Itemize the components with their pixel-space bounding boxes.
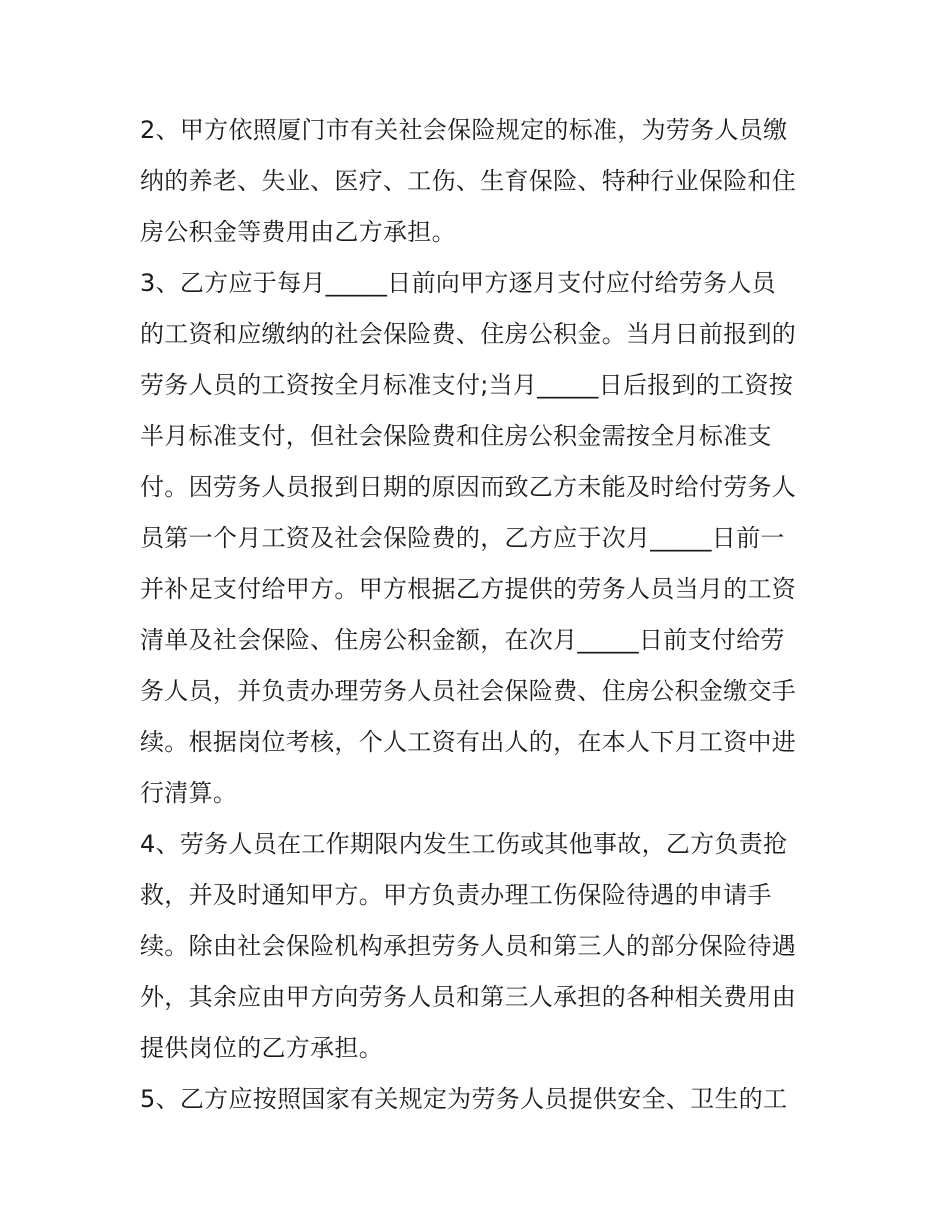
text-line: 半月标准支付，但社会保险费和住房公积金需按全月标准支 [140,422,772,450]
text-line: 4、劳务人员在工作期限内发生工伤或其他事故，乙方负责抢 [140,830,788,858]
text-line: 续。除由社会保险机构承担劳务人员和第三人的部分保险待遇 [140,932,797,960]
text-line: 务人员，并负责办理劳务人员社会保险费、住房公积金缴交手 [140,677,797,705]
text-line: 员第一个月工资及社会保险费的，乙方应于次月_____日前一 [140,524,785,552]
text-line: 行清算。 [140,779,238,807]
text-line: 2、甲方依照厦门市有关社会保险规定的标准，为劳务人员缴 [140,116,788,144]
text-line: 救，并及时通知甲方。甲方负责办理工伤保险待遇的申请手 [140,881,772,909]
text-line: 续。根据岗位考核，个人工资有出人的，在本人下月工资中进 [140,728,797,756]
text-line: 劳务人员的工资按全月标准支付;当月_____日后报到的工资按 [140,371,794,399]
text-line: 并补足支付给甲方。甲方根据乙方提供的劳务人员当月的工资 [140,575,797,603]
text-line: 房公积金等费用由乙方承担。 [140,218,456,246]
text-line: 3、乙方应于每月_____日前向甲方逐月支付应付给劳务人员 [140,269,776,297]
text-line: 的工资和应缴纳的社会保险费、住房公积金。当月日前报到的 [140,320,797,348]
text-line: 付。因劳务人员报到日期的原因而致乙方未能及时给付劳务人 [140,473,797,501]
text-line: 纳的养老、失业、医疗、工伤、生育保险、特种行业保险和住 [140,167,797,195]
text-line: 清单及社会保险、住房公积金额，在次月_____日前支付给劳 [140,626,785,654]
text-line: 5、乙方应按照国家有关规定为劳务人员提供安全、卫生的工 [140,1085,788,1113]
text-line: 提供岗位的乙方承担。 [140,1034,383,1062]
text-line: 外，其余应由甲方向劳务人员和第三人承担的各种相关费用由 [140,983,797,1011]
